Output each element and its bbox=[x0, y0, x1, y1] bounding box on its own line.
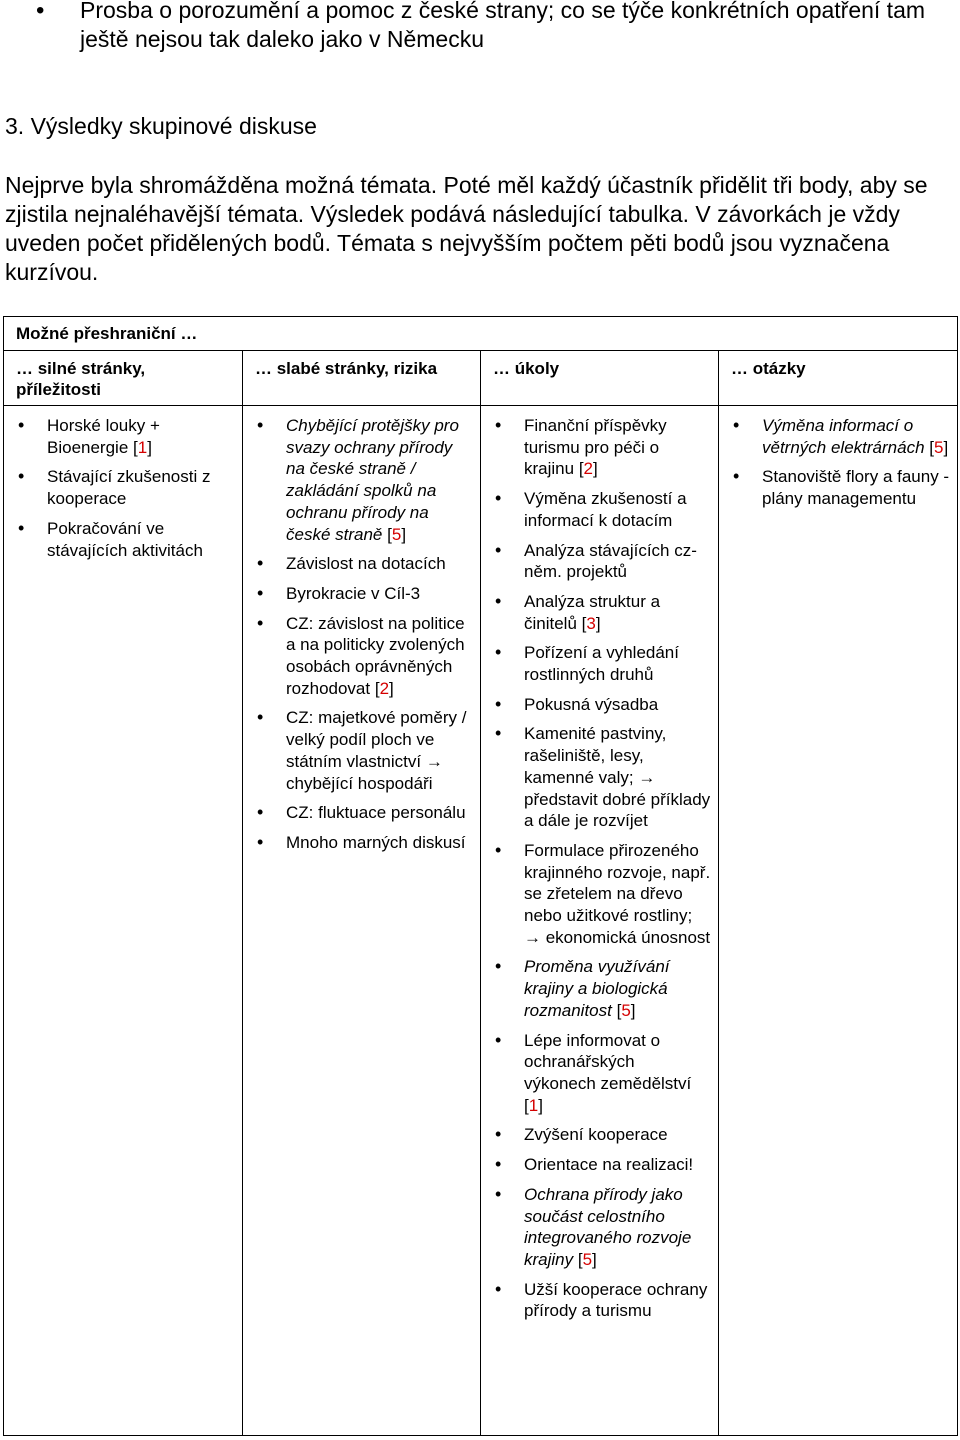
topic-item: • Lépe informovat o ochranářských výkonech zemědělství [1] bbox=[482, 1030, 711, 1117]
tasks-list bbox=[482, 407, 717, 1322]
topic-score: 1 bbox=[528, 1095, 539, 1115]
topic-item: • Analýza struktur a činitelů [3] bbox=[482, 591, 711, 634]
topic-text: Zvýšení kooperace bbox=[524, 1125, 668, 1145]
intro-bullet-list bbox=[0, 0, 960, 54]
strengths-list bbox=[5, 407, 241, 561]
topic-item bbox=[244, 802, 473, 824]
column-header-questions: … otázky bbox=[719, 351, 958, 406]
topic-item bbox=[5, 466, 235, 509]
topic-text: CZ: fluktuace personálu bbox=[286, 803, 466, 823]
topic-text: Analýza struktur a činitelů bbox=[524, 591, 661, 633]
topic-text: Analýza stávajících cz-něm. projektů bbox=[524, 540, 697, 582]
topic-text: Ochrana přírody jako součást celostního integrovaného rozvoje krajiny bbox=[524, 1184, 692, 1269]
topic-item bbox=[244, 832, 473, 854]
column-cell-weaknesses bbox=[243, 406, 481, 1436]
topic-score: 5 bbox=[621, 1000, 631, 1020]
column-header-tasks: … úkoly bbox=[481, 351, 719, 406]
topic-text: Pořízení a vyhledání rostlinných druhů bbox=[524, 643, 679, 685]
topics-table bbox=[3, 316, 958, 1436]
topic-text: Byrokracie v Cíl-3 bbox=[286, 583, 421, 603]
column-header-strengths: … silné stránky, příležitosti bbox=[4, 351, 243, 406]
topic-item bbox=[482, 540, 711, 583]
topic-score: 5 bbox=[933, 437, 944, 457]
topic-item: • Proměna využívání krajiny a biologická rozmanitost [5] bbox=[482, 956, 711, 1021]
topic-item: • CZ: závislost na politice a na politicky zvolených osobách oprávněných rozhodovat [2] bbox=[244, 613, 473, 700]
intro-paragraph: Nejprve byla shromážděna možná témata. Poté měl každý účastník přidělit tři body, aby se zjistila nejnaléhavější témata. Výsledek podává následující tabulka. V závorkách je vždy uveden počet přidělených bodů. Témata s nejvyšším počtem pěti bodů jsou vyznačena kurzívou. bbox=[5, 172, 928, 285]
topic-text: Proměna využívání krajiny a biologická rozmanitost bbox=[524, 957, 670, 1020]
topic-text: Mnoho marných diskusí bbox=[286, 832, 466, 852]
topic-item bbox=[482, 1154, 711, 1176]
column-cell-questions bbox=[719, 406, 958, 1436]
topic-item bbox=[5, 518, 235, 561]
topic-text: Stanoviště flory a fauny - plány managementu bbox=[762, 467, 950, 509]
topic-item bbox=[482, 694, 711, 716]
questions-list bbox=[720, 407, 956, 510]
column-header-weaknesses: … slabé stránky, rizika bbox=[243, 351, 481, 406]
topic-item: • Horské louky + Bioenergie [1] bbox=[5, 415, 235, 458]
topic-score: 5 bbox=[582, 1249, 593, 1269]
section-heading: 3. Výsledky skupinové diskuse bbox=[5, 113, 317, 139]
topic-item bbox=[482, 488, 711, 531]
topic-score: 1 bbox=[137, 437, 148, 457]
topic-text: Pokračování ve stávajících aktivitách bbox=[47, 518, 203, 560]
topic-item: • Výměna informací o větrných elektrárnách [5] bbox=[720, 415, 950, 458]
topic-text: Orientace na realizaci! bbox=[524, 1155, 694, 1175]
topic-text: Stávající zkušenosti z kooperace bbox=[47, 467, 211, 509]
topic-text: Formulace přirozeného krajinného rozvoje, např. se zřetelem na dřevo nebo užitkové rostliny; → ekonomická únosnost bbox=[524, 840, 711, 947]
topic-text: Horské louky + Bioenergie bbox=[47, 416, 160, 457]
topic-text: Lépe informovat o ochranářských výkonech zemědělství bbox=[524, 1030, 692, 1093]
topic-text: CZ: závislost na politice a na politicky zvolených osobách oprávněných rozhodovat bbox=[286, 613, 465, 698]
table-title: Možné přeshraniční … bbox=[4, 317, 958, 351]
topic-item bbox=[482, 642, 711, 685]
topic-item bbox=[244, 553, 473, 575]
topic-item: • Ochrana přírody jako součást celostního integrovaného rozvoje krajiny [5] bbox=[482, 1184, 711, 1271]
topic-text: Užší kooperace ochrany přírody a turismu bbox=[524, 1279, 708, 1321]
topic-item bbox=[244, 583, 473, 605]
intro-bullet-item: • Prosba o porozumění a pomoc z české strany; co se týče konkrétních opatření tam ještě nejsou tak daleko jako v Německu bbox=[0, 0, 960, 54]
column-cell-tasks bbox=[481, 406, 719, 1436]
topic-score: 3 bbox=[586, 613, 596, 633]
topic-item bbox=[720, 466, 950, 509]
topic-text: Výměna zkušeností a informací k dotacím bbox=[524, 489, 687, 530]
topic-score: 2 bbox=[583, 459, 594, 479]
column-cell-strengths bbox=[4, 406, 243, 1436]
weaknesses-list bbox=[244, 407, 479, 854]
topic-text: CZ: majetkové poměry / velký podíl ploch ve státním vlastnictví → chybějící hospodáři bbox=[286, 708, 467, 793]
topic-text: Chybějící protějšky pro svazy ochrany přírody na české straně / zakládání spolků na ochranu přírody na české straně bbox=[286, 416, 459, 544]
topic-text: Kamenité pastviny, rašeliniště, lesy, kamenné valy; → představit dobré příklady a dále je rozvíjet bbox=[524, 724, 711, 831]
topic-item bbox=[482, 840, 711, 949]
topic-item: • Finanční příspěvky turismu pro péči o krajinu [2] bbox=[482, 415, 711, 480]
topic-text: Závislost na dotacích bbox=[286, 554, 446, 574]
topic-score: 2 bbox=[379, 678, 390, 698]
topic-text: Pokusná výsadba bbox=[524, 694, 659, 714]
topic-text: Finanční příspěvky turismu pro péči o krajinu bbox=[524, 416, 667, 479]
topic-item bbox=[482, 1279, 711, 1322]
topic-text: Výměna informací o větrných elektrárnách bbox=[762, 416, 925, 457]
topic-item bbox=[244, 707, 473, 794]
topic-item bbox=[482, 1124, 711, 1146]
topic-item bbox=[482, 723, 711, 832]
topic-score: 5 bbox=[391, 524, 402, 544]
topic-item: • Chybějící protějšky pro svazy ochrany přírody na české straně / zakládání spolků na ochranu přírody na české straně [5] bbox=[244, 415, 473, 545]
